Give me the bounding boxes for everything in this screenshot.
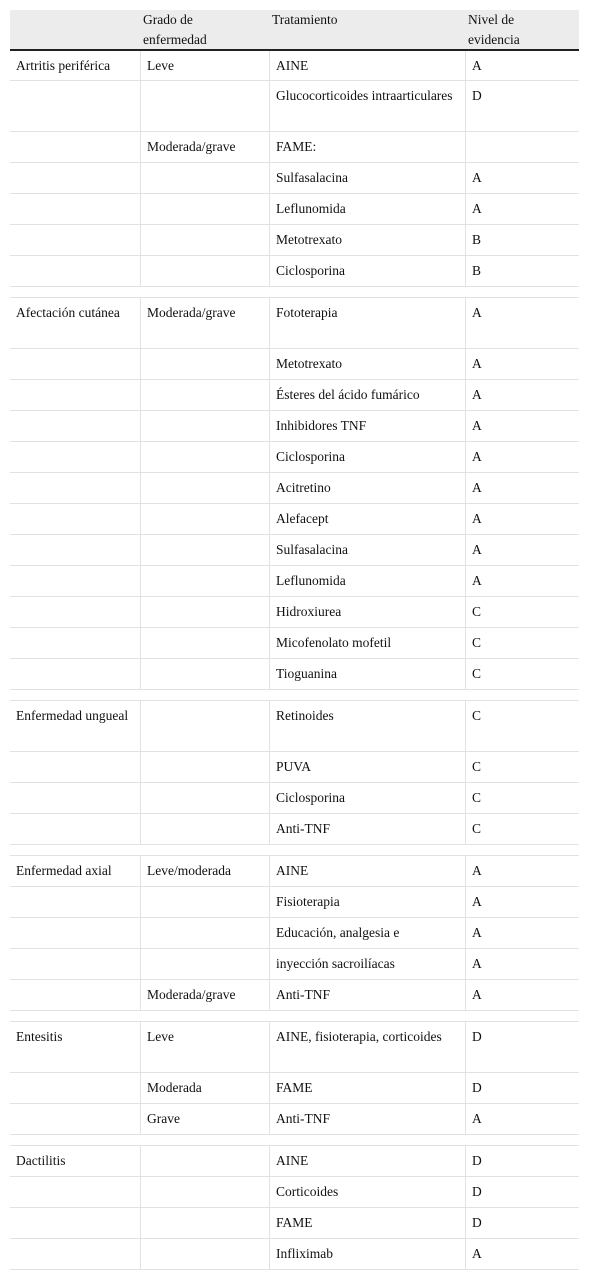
- treatment-cell: Ciclosporina: [270, 256, 466, 286]
- treatment-cell: Anti-TNF: [270, 1104, 466, 1134]
- treatment-table: [10, 10, 579, 1270]
- category-cell: [10, 225, 141, 255]
- category-cell: [10, 163, 141, 193]
- header-col-grade: Grado de enfermedad: [143, 12, 207, 47]
- evidence-cell: B: [472, 232, 482, 247]
- treatment-cell: Anti-TNF: [270, 980, 466, 1010]
- treatment-cell: FAME: [270, 1073, 466, 1103]
- category-cell: [10, 535, 141, 565]
- grade-cell: [141, 783, 270, 813]
- evidence-cell: A: [472, 511, 482, 526]
- category-cell: [10, 1104, 141, 1134]
- evidence-cell: A: [472, 987, 482, 1002]
- grade-cell: [141, 81, 270, 131]
- table-row: [10, 473, 579, 504]
- evidence-cell: C: [472, 635, 482, 650]
- category-cell: [10, 256, 141, 286]
- category-cell: Enfermedad ungueal: [10, 701, 141, 751]
- grade-cell: [141, 887, 270, 917]
- treatment-cell: AINE, fisioterapia, corticoides: [270, 1022, 466, 1072]
- evidence-cell: C: [472, 666, 482, 681]
- grade-cell: Leve: [141, 51, 270, 80]
- category-cell: [10, 442, 141, 472]
- grade-cell: [141, 1146, 270, 1176]
- evidence-cell: C: [472, 708, 482, 723]
- category-cell: Artritis periférica: [10, 51, 141, 80]
- table-row: [10, 814, 579, 845]
- treatment-cell: AINE: [270, 856, 466, 886]
- table-row: [10, 349, 579, 380]
- evidence-cell: A: [472, 449, 482, 464]
- grade-cell: [141, 659, 270, 689]
- treatment-cell: Sulfasalacina: [270, 535, 466, 565]
- category-cell: Afectación cutánea: [10, 298, 141, 348]
- treatment-cell: inyección sacroilíacas: [270, 949, 466, 979]
- group-spacer: [10, 690, 579, 701]
- treatment-cell: Anti-TNF: [270, 814, 466, 844]
- treatment-cell: FAME:: [270, 132, 466, 162]
- category-cell: [10, 1208, 141, 1238]
- table-row: [10, 1073, 579, 1104]
- category-cell: [10, 1177, 141, 1207]
- treatment-cell: Fototerapia: [270, 298, 466, 348]
- evidence-cell: A: [472, 863, 482, 878]
- category-cell: [10, 411, 141, 441]
- evidence-cell: B: [472, 263, 482, 278]
- evidence-cell: C: [472, 604, 482, 619]
- table-body: [10, 51, 579, 1270]
- group-spacer: [10, 845, 579, 856]
- category-cell: [10, 918, 141, 948]
- treatment-cell: Leflunomida: [270, 566, 466, 596]
- grade-cell: Leve: [141, 1022, 270, 1072]
- grade-cell: [141, 752, 270, 782]
- evidence-cell: C: [472, 759, 482, 774]
- evidence-cell: C: [472, 790, 482, 805]
- grade-cell: [141, 628, 270, 658]
- evidence-cell: A: [472, 1111, 482, 1126]
- treatment-cell: Ésteres del ácido fumárico: [270, 380, 466, 410]
- table-row: [10, 535, 579, 566]
- evidence-cell: A: [472, 925, 482, 940]
- category-cell: Enfermedad axial: [10, 856, 141, 886]
- treatment-cell: Educación, analgesia e: [270, 918, 466, 948]
- grade-cell: [141, 1208, 270, 1238]
- evidence-cell: A: [472, 418, 482, 433]
- grade-cell: [141, 814, 270, 844]
- grade-cell: [141, 442, 270, 472]
- category-cell: [10, 132, 141, 162]
- table-row: [10, 783, 579, 814]
- evidence-cell: D: [472, 1184, 482, 1199]
- table-row: [10, 256, 579, 287]
- table-row: [10, 1239, 579, 1270]
- table-row: [10, 949, 579, 980]
- table-row: [10, 411, 579, 442]
- grade-cell: [141, 504, 270, 534]
- treatment-cell: Ciclosporina: [270, 783, 466, 813]
- treatment-cell: AINE: [270, 51, 466, 80]
- table-row: [10, 1104, 579, 1135]
- evidence-cell: D: [472, 1215, 482, 1230]
- table-row: [10, 701, 579, 752]
- header-col-evidence: Nivel de evidencia: [468, 12, 520, 47]
- category-cell: [10, 887, 141, 917]
- table-row: [10, 1146, 579, 1177]
- treatment-cell: PUVA: [270, 752, 466, 782]
- treatment-cell: Leflunomida: [270, 194, 466, 224]
- grade-cell: Leve/moderada: [141, 856, 270, 886]
- category-cell: [10, 783, 141, 813]
- grade-cell: [141, 349, 270, 379]
- grade-cell: [141, 701, 270, 751]
- category-cell: [10, 752, 141, 782]
- table-row: [10, 442, 579, 473]
- grade-cell: Moderada/grave: [141, 980, 270, 1010]
- treatment-cell: Fisioterapia: [270, 887, 466, 917]
- category-cell: [10, 1073, 141, 1103]
- table-row: [10, 380, 579, 411]
- evidence-cell: D: [472, 1029, 482, 1044]
- table-row: [10, 51, 579, 81]
- table-row: [10, 298, 579, 349]
- category-cell: Entesitis: [10, 1022, 141, 1072]
- evidence-cell: C: [472, 821, 482, 836]
- table-row: [10, 132, 579, 163]
- table-row: [10, 856, 579, 887]
- evidence-cell: D: [472, 1080, 482, 1095]
- table-row: [10, 81, 579, 132]
- grade-cell: [141, 918, 270, 948]
- treatment-cell: Tioguanina: [270, 659, 466, 689]
- table-row: [10, 752, 579, 783]
- category-cell: [10, 81, 141, 131]
- evidence-cell: D: [472, 88, 482, 103]
- grade-cell: Moderada/grave: [141, 298, 270, 348]
- grade-cell: Grave: [141, 1104, 270, 1134]
- evidence-cell: D: [472, 1153, 482, 1168]
- evidence-cell: A: [472, 956, 482, 971]
- category-cell: [10, 628, 141, 658]
- group-spacer: [10, 1011, 579, 1022]
- treatment-cell: Glucocorticoides intraarticulares: [270, 81, 466, 131]
- table-row: [10, 597, 579, 628]
- table-row: [10, 1022, 579, 1073]
- treatment-cell: Hidroxiurea: [270, 597, 466, 627]
- group-spacer: [10, 1135, 579, 1146]
- treatment-cell: Inhibidores TNF: [270, 411, 466, 441]
- header-col-treatment: Tratamiento: [272, 12, 338, 27]
- evidence-cell: A: [472, 356, 482, 371]
- evidence-cell: A: [472, 1246, 482, 1261]
- evidence-cell: A: [472, 894, 482, 909]
- treatment-cell: Retinoides: [270, 701, 466, 751]
- grade-cell: [141, 225, 270, 255]
- treatment-cell: Infliximab: [270, 1239, 466, 1269]
- evidence-cell: A: [472, 480, 482, 495]
- grade-cell: [141, 535, 270, 565]
- table-row: [10, 887, 579, 918]
- category-cell: [10, 814, 141, 844]
- treatment-cell: Micofenolato mofetil: [270, 628, 466, 658]
- evidence-cell: A: [472, 387, 482, 402]
- table-row: [10, 628, 579, 659]
- table-row: [10, 659, 579, 690]
- grade-cell: Moderada: [141, 1073, 270, 1103]
- grade-cell: [141, 949, 270, 979]
- category-cell: [10, 980, 141, 1010]
- category-cell: [10, 504, 141, 534]
- evidence-cell: [466, 132, 579, 162]
- evidence-cell: A: [472, 305, 482, 320]
- treatment-cell: AINE: [270, 1146, 466, 1176]
- category-cell: [10, 949, 141, 979]
- treatment-cell: Acitretino: [270, 473, 466, 503]
- treatment-cell: Metotrexato: [270, 349, 466, 379]
- table-row: [10, 918, 579, 949]
- grade-cell: [141, 194, 270, 224]
- category-cell: [10, 1239, 141, 1269]
- evidence-cell: A: [472, 58, 482, 73]
- treatment-cell: Metotrexato: [270, 225, 466, 255]
- treatment-cell: Alefacept: [270, 504, 466, 534]
- evidence-cell: A: [472, 542, 482, 557]
- category-cell: Dactilitis: [10, 1146, 141, 1176]
- table-row: [10, 1208, 579, 1239]
- category-cell: [10, 659, 141, 689]
- category-cell: [10, 597, 141, 627]
- grade-cell: [141, 411, 270, 441]
- table-row: [10, 566, 579, 597]
- table-row: [10, 504, 579, 535]
- table-row: [10, 225, 579, 256]
- grade-cell: [141, 566, 270, 596]
- category-cell: [10, 473, 141, 503]
- grade-cell: [141, 256, 270, 286]
- grade-cell: [141, 1177, 270, 1207]
- table-row: [10, 1177, 579, 1208]
- grade-cell: [141, 380, 270, 410]
- category-cell: [10, 566, 141, 596]
- table-header: [10, 10, 579, 51]
- grade-cell: [141, 1239, 270, 1269]
- grade-cell: [141, 163, 270, 193]
- evidence-cell: A: [472, 201, 482, 216]
- table-row: [10, 194, 579, 225]
- category-cell: [10, 380, 141, 410]
- evidence-cell: A: [472, 573, 482, 588]
- grade-cell: [141, 597, 270, 627]
- treatment-cell: Sulfasalacina: [270, 163, 466, 193]
- grade-cell: Moderada/grave: [141, 132, 270, 162]
- table-row: [10, 163, 579, 194]
- category-cell: [10, 194, 141, 224]
- treatment-cell: FAME: [270, 1208, 466, 1238]
- table-row: [10, 980, 579, 1011]
- category-cell: [10, 349, 141, 379]
- treatment-cell: Corticoides: [270, 1177, 466, 1207]
- grade-cell: [141, 473, 270, 503]
- treatment-cell: Ciclosporina: [270, 442, 466, 472]
- evidence-cell: A: [472, 170, 482, 185]
- group-spacer: [10, 287, 579, 298]
